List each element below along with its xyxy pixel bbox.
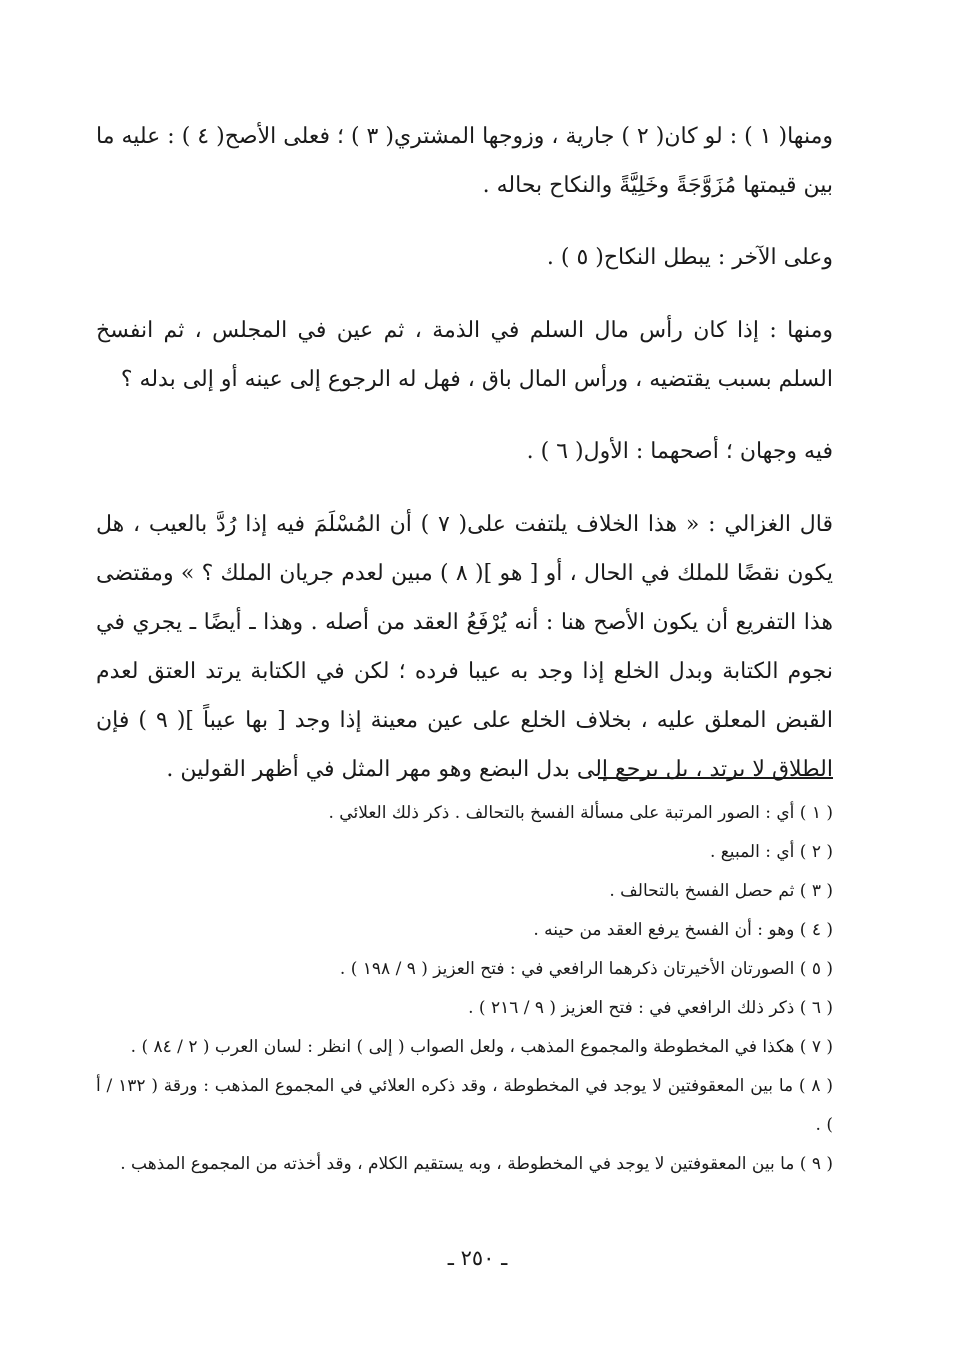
footnote-6: ( ٦ ) ذكر ذلك الرافعي في : فتح العزيز ( ٩ / ٢١٦ ) . — [468, 998, 833, 1018]
footnote-9: ( ٩ ) ما بين المعقوفتين لا يوجد في المخطوطة ، وبه يستقيم الكلام ، وقد أخذته من المجموع المذهب . — [120, 1154, 833, 1174]
paragraph-2: وعلى الآخر : يبطل النكاح( ٥ ) . — [546, 245, 833, 270]
footnote-separator — [598, 777, 833, 779]
page-number: ـ ٢٥٠ ـ — [447, 1246, 508, 1270]
paragraph-5: قال الغزالي : « هذا الخلاف يلتفت على( ٧ ) أن المُسْلَمَ فيه إذا رُدَّ بالعيب ، هل يكون نقضًا للملك في الحال ، أو [ هو ]( ٨ ) مبين لعدم جريان الملك ؟ » ومقتضى هذا التفريع أن يكون الأصح هنا : أنه يُرْفَعُ العقد من أصله . وهذا ـ أيضًا ـ يجري في نجوم الكتابة وبدل الخلع إذا وجد به عيبا فرده ؛ لكن في الكتابة يرتد العتق لعدم القبض المعلق عليه ، بخلاف الخلع على عين معينة إذا وجد [ بها عيباً ]( ٩ ) فإن الطلاق لا يرتد ، بل يرجع إلى بدل البضع وهو مهر المثل في أظهر القولين . — [96, 512, 834, 782]
footnote-7: ( ٧ ) هكذا في المخطوطة والمجموع المذهب ، ولعل الصواب ( إلى ) انظر : لسان العرب ( ٢ / ٨٤ ) . — [130, 1037, 833, 1057]
paragraph-3: ومنها : إذا كان رأس مال السلم في الذمة ، ثم عين في المجلس ، ثم انفسخ السلم بسبب يقتضيه ، ورأس المال باق ، فهل له الرجوع إلى عينه أو إلى بدله ؟ — [96, 318, 833, 392]
main-text — [96, 112, 833, 817]
paragraph-4: فيه وجهان ؛ أصحهما : الأول( ٦ ) . — [526, 439, 833, 464]
footnote-3: ( ٣ ) ثم حصل الفسخ بالتحالف . — [609, 881, 833, 901]
footnote-8: ( ٨ ) ما بين المعقوفتين لا يوجد في المخطوطة ، وقد ذكره العلائي في المجموع المذهب : ورقة ( ١٣٢ / أ ) . — [96, 1076, 833, 1135]
footnote-5: ( ٥ ) الصورتان الأخيرتان ذكرهما الرافعي في : فتح العزيز ( ٩ / ١٩٨ ) . — [339, 959, 833, 979]
paragraph-1: ومنها( ١ ) : لو كان( ٢ ) جارية ، وزوجها المشتري( ٣ ) ؛ فعلى الأصح( ٤ ) : عليه ما بين قيمتها مُزَوَّجَةً وخَلِيَّةً والنكاح بحاله . — [95, 124, 833, 198]
footnotes — [96, 794, 833, 1184]
footnote-1: ( ١ ) أي : الصور المرتبة على مسألة الفسخ بالتحالف . ذكر ذلك العلائي . — [328, 803, 833, 823]
footnote-4: ( ٤ ) وهو : أن الفسخ يرفع العقد من حينه . — [533, 920, 833, 940]
footnote-2: ( ٢ ) أي : المبيع . — [709, 842, 833, 862]
